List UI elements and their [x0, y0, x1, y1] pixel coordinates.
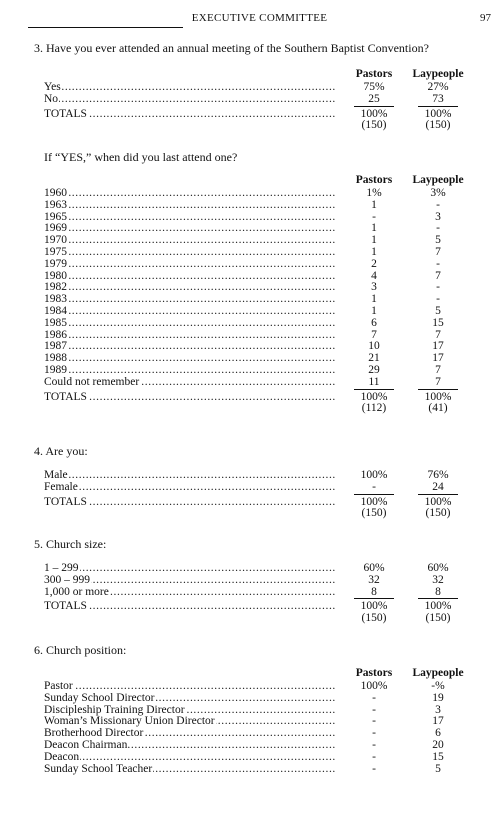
- pastors-value: 1: [371, 293, 377, 306]
- row-label-text: 1 – 299: [44, 563, 79, 574]
- laypeople-value: 7: [435, 328, 441, 341]
- column-header-row: [44, 174, 474, 188]
- page-number: 97: [480, 12, 491, 24]
- laypeople-value: 3%: [430, 187, 446, 199]
- column-header-laypeople: Laypeople: [412, 667, 464, 679]
- table-row: [44, 693, 474, 705]
- row-label: [44, 482, 336, 494]
- totals-pastors: 100%: [360, 600, 388, 613]
- row-label-text: Deacon Chairman: [44, 739, 128, 751]
- totals-laypeople: 100%: [424, 107, 452, 120]
- laypeople-value: 5: [435, 234, 441, 247]
- laypeople-value: 5: [435, 304, 441, 317]
- laypeople-value: -: [436, 222, 440, 235]
- row-label-text: Discipleship Training Director: [44, 704, 185, 716]
- question-6: 6. Church position:: [34, 643, 127, 657]
- laypeople-value: 3: [435, 703, 441, 716]
- column-header-pastors: Pastors: [355, 667, 393, 679]
- q3b-table: [44, 174, 474, 415]
- row-label-text: 1970: [44, 235, 67, 247]
- laypeople-value: 7: [435, 245, 441, 258]
- totals-laypeople: 100%: [424, 600, 452, 613]
- row-label-text: Sunday School Director: [44, 692, 155, 704]
- table-row: [44, 282, 474, 294]
- totals-laypeople: 100%: [424, 495, 452, 508]
- column-header-laypeople: Laypeople: [412, 68, 464, 80]
- row-label-text: Male: [44, 470, 68, 481]
- row-label: [44, 318, 336, 330]
- table-row: [44, 82, 474, 94]
- sample-size-row: [44, 508, 474, 520]
- pastors-value: 100%: [360, 469, 388, 481]
- row-label-text: Pastor: [44, 681, 73, 692]
- q3-table: [44, 68, 474, 132]
- pastors-value: 32: [368, 573, 380, 586]
- table-row: [44, 188, 474, 200]
- row-label-text: Yes: [44, 82, 61, 93]
- row-label-text: Deacon: [44, 751, 80, 763]
- laypeople-value: 8: [406, 587, 470, 599]
- laypeople-value: 27%: [427, 81, 449, 93]
- laypeople-value: 73: [406, 94, 470, 106]
- row-label: [44, 377, 336, 389]
- row-label-text: 1984: [44, 305, 67, 317]
- row-label: [44, 728, 336, 740]
- totals-row: [44, 392, 474, 404]
- table-row: [44, 318, 474, 330]
- pastors-value: -: [372, 703, 376, 716]
- table-row: [44, 365, 474, 377]
- pastors-value: 8: [342, 587, 406, 599]
- row-label-text: 1965: [44, 211, 67, 223]
- table-row: [44, 212, 474, 224]
- laypeople-value: -: [436, 198, 440, 211]
- table-row: [44, 705, 474, 717]
- row-label: [44, 188, 336, 200]
- laypeople-value: 24: [406, 482, 470, 494]
- sample-size-laypeople: (150): [425, 507, 451, 520]
- pastors-value: -: [372, 715, 376, 728]
- pastors-value: -: [372, 691, 376, 704]
- table-row: [44, 223, 474, 235]
- pastors-value: 75%: [363, 81, 385, 93]
- table-row: [44, 681, 474, 693]
- column-header-pastors: Pastors: [355, 174, 393, 186]
- laypeople-value: 15: [432, 750, 444, 763]
- row-label-text: 1982: [44, 282, 67, 294]
- row-label: [44, 716, 336, 728]
- totals-laypeople: 100%: [424, 390, 452, 403]
- running-header: [28, 6, 491, 28]
- pastors-value: 25: [342, 94, 406, 106]
- table-row: [44, 764, 474, 776]
- totals-label-text: TOTALS: [44, 391, 87, 403]
- sample-size-pastors: (150): [361, 612, 387, 625]
- row-label: [44, 271, 336, 283]
- totals-row: [44, 497, 474, 509]
- q5-table: [44, 563, 474, 625]
- row-label-text: Brotherhood Director: [44, 728, 144, 740]
- pastors-value: -: [372, 750, 376, 763]
- row-label: [44, 705, 336, 717]
- laypeople-value: 7: [406, 377, 470, 389]
- row-label: [44, 563, 336, 575]
- pastors-value: 29: [368, 363, 380, 376]
- table-row: [44, 377, 474, 389]
- row-label: [44, 470, 336, 482]
- sample-size-laypeople: (41): [428, 402, 448, 415]
- table-row: [44, 563, 474, 575]
- row-label: [44, 235, 336, 247]
- totals-label-text: TOTALS: [44, 601, 87, 613]
- pastors-value: -: [372, 762, 376, 775]
- sample-size-pastors: (112): [361, 402, 387, 415]
- laypeople-value: 20: [432, 738, 444, 751]
- question-5: 5. Church size:: [34, 537, 107, 551]
- row-label-text: 1987: [44, 341, 67, 353]
- row-label-text: 1,000 or more: [44, 586, 109, 598]
- laypeople-value: 76%: [427, 469, 449, 481]
- row-label: [44, 294, 336, 306]
- row-label-text: 1975: [44, 246, 67, 258]
- sample-size-row: [44, 120, 474, 132]
- row-label-text: Female: [44, 481, 78, 493]
- laypeople-value: 5: [435, 762, 441, 775]
- laypeople-value: 32: [432, 573, 444, 586]
- row-label-text: 1979: [44, 258, 67, 270]
- laypeople-value: 19: [432, 691, 444, 704]
- table-row: [44, 306, 474, 318]
- row-label: [44, 693, 336, 705]
- row-label: [44, 82, 336, 94]
- pastors-value: 2: [371, 257, 377, 270]
- table-row: [44, 271, 474, 283]
- row-label: [44, 365, 336, 377]
- row-label: [44, 94, 336, 106]
- row-label: [44, 306, 336, 318]
- row-label: [44, 259, 336, 271]
- question-4: 4. Are you:: [34, 444, 88, 458]
- totals-label: [44, 109, 336, 121]
- pastors-value: 4: [371, 269, 377, 282]
- row-label: [44, 740, 336, 752]
- table-row: [44, 728, 474, 740]
- row-label-text: Sunday School Teacher: [44, 763, 153, 775]
- row-label: [44, 353, 336, 365]
- row-label: [44, 223, 336, 235]
- row-label: [44, 575, 336, 587]
- table-row: [44, 575, 474, 587]
- row-label-text: 1989: [44, 364, 67, 376]
- laypeople-value: -: [436, 257, 440, 270]
- laypeople-value: 7: [435, 269, 441, 282]
- table-row: [44, 259, 474, 271]
- pastors-value: 6: [371, 316, 377, 329]
- sample-size-row: [44, 613, 474, 625]
- table-row: [44, 247, 474, 259]
- column-header-row: [44, 667, 474, 681]
- table-row: [44, 752, 474, 764]
- pastors-value: 21: [368, 352, 380, 365]
- row-label: [44, 341, 336, 353]
- laypeople-value: 6: [435, 727, 441, 740]
- row-label: [44, 587, 336, 599]
- totals-label-text: TOTALS: [44, 108, 87, 120]
- sample-size-pastors: (150): [361, 119, 387, 132]
- row-label-text: 1988: [44, 353, 67, 365]
- totals-pastors: 100%: [360, 390, 388, 403]
- pastors-value: 1%: [366, 187, 382, 199]
- table-row: [44, 200, 474, 212]
- header-rule: [28, 27, 183, 28]
- pastors-value: -: [342, 482, 406, 494]
- q6-table: [44, 667, 474, 775]
- row-label: [44, 212, 336, 224]
- table-row: [44, 341, 474, 353]
- pastors-value: -: [372, 210, 376, 223]
- totals-label: [44, 497, 336, 509]
- pastors-value: 1: [371, 245, 377, 258]
- laypeople-value: -: [436, 281, 440, 294]
- pastors-value: 1: [371, 198, 377, 211]
- question-3-followup: If “YES,” when did you last attend one?: [44, 150, 238, 164]
- pastors-value: -: [372, 738, 376, 751]
- table-row: [44, 94, 474, 106]
- totals-label: [44, 601, 336, 613]
- row-label-text: 1960: [44, 188, 67, 199]
- q4-table: [44, 470, 474, 520]
- row-label: [44, 330, 336, 342]
- row-label-text: 1983: [44, 294, 67, 306]
- table-row: [44, 587, 474, 599]
- table-row: [44, 235, 474, 247]
- pastors-value: 3: [371, 281, 377, 294]
- laypeople-value: -: [436, 293, 440, 306]
- table-row: [44, 294, 474, 306]
- laypeople-value: 17: [432, 340, 444, 353]
- row-label: [44, 247, 336, 259]
- table-row: [44, 330, 474, 342]
- row-label: [44, 752, 336, 764]
- totals-pastors: 100%: [360, 107, 388, 120]
- row-label-text: Woman’s Missionary Union Director: [44, 716, 215, 728]
- table-row: [44, 716, 474, 728]
- pastors-value: 7: [371, 328, 377, 341]
- laypeople-value: 3: [435, 210, 441, 223]
- row-label-text: 1980: [44, 270, 67, 282]
- sample-size-laypeople: (150): [425, 612, 451, 625]
- pastors-value: 11: [342, 377, 406, 389]
- totals-row: [44, 109, 474, 121]
- laypeople-value: 7: [435, 363, 441, 376]
- totals-pastors: 100%: [360, 495, 388, 508]
- totals-label-text: TOTALS: [44, 496, 87, 508]
- laypeople-value: 60%: [427, 562, 449, 574]
- pastors-value: 1: [371, 222, 377, 235]
- totals-row: [44, 601, 474, 613]
- table-row: [44, 740, 474, 752]
- pastors-value: -: [372, 727, 376, 740]
- column-header-pastors: Pastors: [355, 68, 393, 80]
- column-header-row: [44, 68, 474, 82]
- table-row: [44, 482, 474, 494]
- table-row: [44, 353, 474, 365]
- row-label: [44, 200, 336, 212]
- sample-size-row: [44, 403, 474, 415]
- row-label-text: 1969: [44, 223, 67, 235]
- totals-label: [44, 392, 336, 404]
- pastors-value: 60%: [363, 562, 385, 574]
- row-label-text: 300 – 999: [44, 574, 90, 586]
- sample-size-pastors: (150): [361, 507, 387, 520]
- laypeople-value: 15: [432, 316, 444, 329]
- pastors-value: 1: [371, 304, 377, 317]
- row-label-text: 1986: [44, 329, 67, 341]
- header-title: EXECUTIVE COMMITTEE: [191, 12, 328, 24]
- table-row: [44, 470, 474, 482]
- pastors-value: 1: [371, 234, 377, 247]
- pastors-value: 100%: [360, 680, 388, 692]
- row-label: [44, 764, 336, 776]
- row-label-text: Could not remember: [44, 376, 140, 388]
- sample-size-laypeople: (150): [425, 119, 451, 132]
- column-header-laypeople: Laypeople: [412, 174, 464, 186]
- laypeople-value: 17: [432, 715, 444, 728]
- laypeople-value: 17: [432, 352, 444, 365]
- question-3: 3. Have you ever attended an annual meeting of the Southern Baptist Convention?: [34, 41, 429, 55]
- pastors-value: 10: [368, 340, 380, 353]
- row-label-text: 1985: [44, 317, 67, 329]
- laypeople-value: -%: [431, 680, 445, 692]
- row-label: [44, 681, 336, 693]
- row-label-text: 1963: [44, 199, 67, 211]
- row-label-text: No: [44, 93, 59, 105]
- row-label: [44, 282, 336, 294]
